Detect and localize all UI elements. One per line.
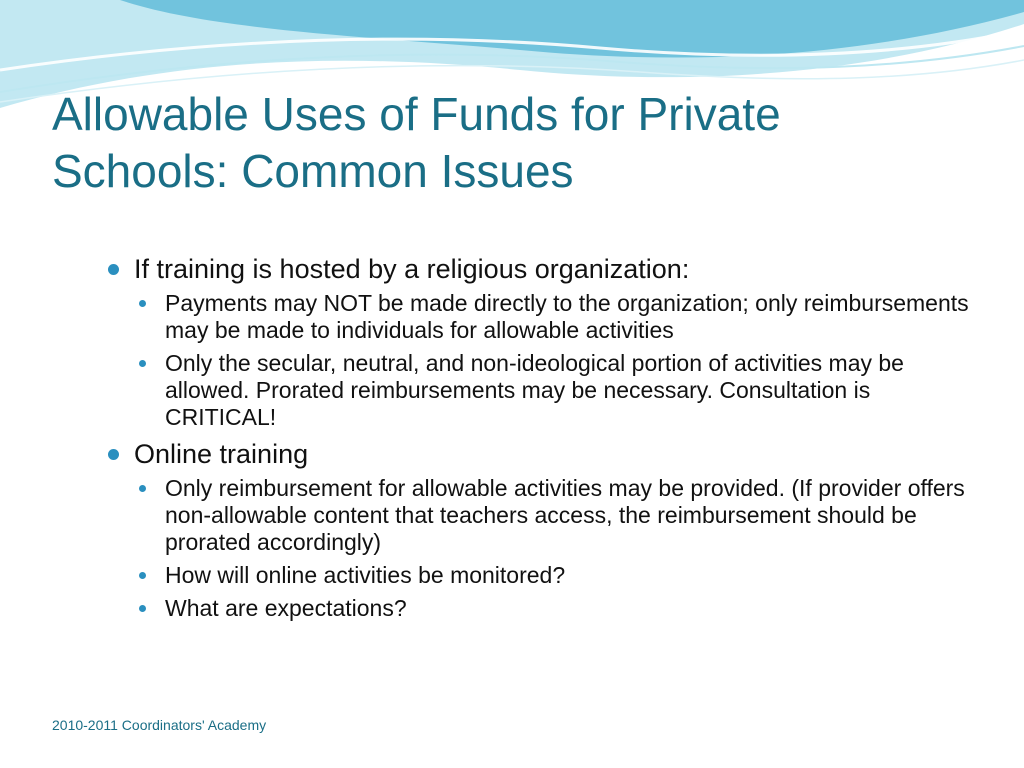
- sub-bullet-list: [137, 290, 978, 431]
- sub-bullet-icon: [139, 485, 146, 492]
- footer-text: 2010-2011 Coordinators' Academy: [52, 717, 267, 733]
- sub-bullet-item: [137, 595, 978, 622]
- sub-bullet-icon: [139, 605, 146, 612]
- sub-bullet-text: Payments may NOT be made directly to the organization; only reimbursements may be made to individuals for allowable activities: [165, 290, 969, 343]
- sub-bullet-icon: [139, 300, 146, 307]
- bullet-item: [108, 437, 978, 471]
- slide-title: [52, 86, 952, 200]
- sub-bullet-icon: [139, 572, 146, 579]
- bullet-text: Online training: [134, 439, 309, 469]
- sub-bullet-item: [137, 475, 978, 556]
- sub-bullet-item: [137, 562, 978, 589]
- sub-bullet-text: Only reimbursement for allowable activities may be provided. (If provider offers non-allowable content that teachers access, the reimbursement should be prorated accordingly): [165, 475, 965, 555]
- sub-bullet-list: [137, 475, 978, 622]
- bullet-icon: [108, 449, 119, 460]
- title-line-2: Schools: Common Issues: [52, 145, 574, 197]
- sub-bullet-item: [137, 350, 978, 431]
- bullet-text: If training is hosted by a religious organization:: [134, 254, 690, 284]
- sub-bullet-text: Only the secular, neutral, and non-ideological portion of activities may be allowed. Prorated reimbursements may be necessary. Consultation is CRITICAL!: [165, 350, 904, 430]
- sub-bullet-text: How will online activities be monitored?: [165, 562, 566, 588]
- sub-bullet-text: What are expectations?: [165, 595, 407, 621]
- sub-bullet-icon: [139, 360, 146, 367]
- bullet-list: [108, 252, 978, 628]
- sub-bullet-item: [137, 290, 978, 344]
- bullet-item: [108, 252, 978, 286]
- bullet-icon: [108, 264, 119, 275]
- title-line-1: Allowable Uses of Funds for Private: [52, 88, 781, 140]
